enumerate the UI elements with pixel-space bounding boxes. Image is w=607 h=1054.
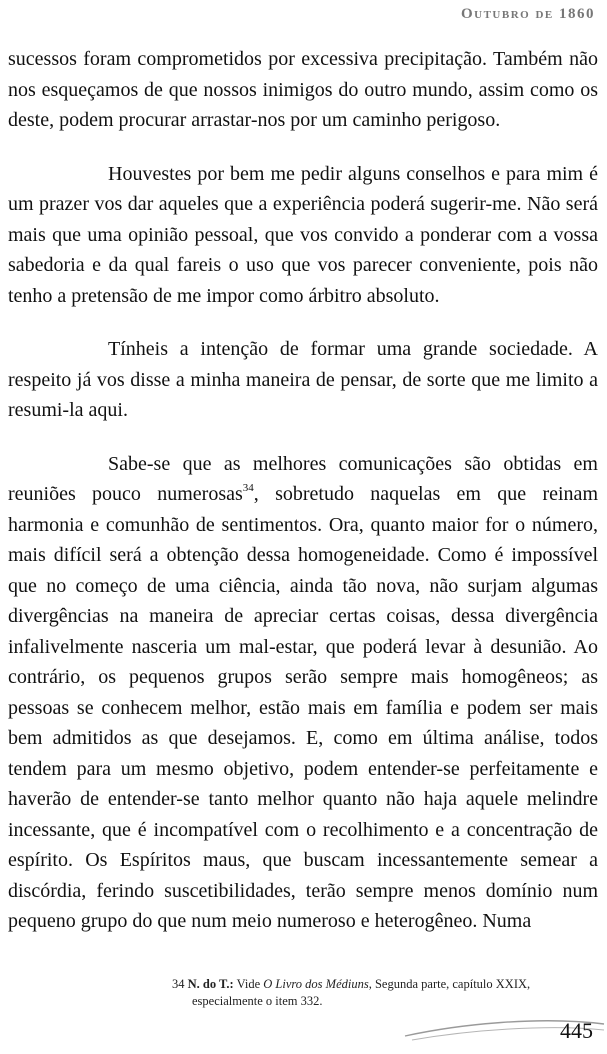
paragraph-advice: Houvestes por bem me pedir alguns conselhos e para mim é um prazer vos dar aqueles que a experiência poderá sugerir-me. Não será mais que uma opinião pessoal, que vos convido a ponderar com a vossa sabedoria e da qual fareis o uso que vos parecer conveniente, pois não tenho a pretensão de me impor como árbitro absoluto.: [8, 162, 598, 307]
footnote-text-after: , Segunda parte, capítulo XXIX,: [368, 977, 531, 991]
paragraph-continuation: sucessos foram comprometidos por excessiva precipitação. Também não nos esqueçamos de que nossos inimigos do outro mundo, assim como os deste, podem procurar arrastar-nos por um caminho perigoso.: [8, 48, 598, 131]
paragraph-communications: [8, 449, 598, 937]
paragraph-text-end: , sobretudo naquelas em que reinam harmonia e comunhão de sentimentos. Ora, quanto maior for o número, mais difícil será a obtenção dessa homogeneidade. Como é impossível que no começo de uma ciência, ainda tão nova, não surjam algumas divergências na maneira de apreciar certas coisas, dessa divergência infalivelmente nasceria um mal-estar, que poderá levar à desunião. Ao contrário, os pequenos grupos serão sempre mais homogêneos; as pessoas se conhecem melhor, estão mais em família e podem ser mais bem admitidos as que desejamos. E, como em última análise, todos tendem para um mesmo objetivo, podem entender-se perfeitamente e haverão de entender-se tanto melhor quanto não haja aquele melindre incessante, que é incompatível com o recolhimento e a concentração de espírito. Os Espíritos maus, que buscam incessantemente semear a discórdia, ferindo suscetibilidades, terão sempre menos domínio num pequeno grupo do que num meio numeroso e heterogêneo. Numa: [8, 483, 598, 932]
body-text: [8, 44, 598, 960]
footnote-number: 34: [172, 977, 185, 991]
page-number: 445: [560, 1018, 593, 1043]
footnote-label: N. do T.:: [187, 977, 234, 991]
footnote-line: [172, 976, 600, 993]
running-header: Outubro de 1860: [460, 6, 595, 22]
footnote-continuation: especialmente o item 332.: [192, 994, 323, 1008]
footnote-reference[interactable]: 34: [242, 482, 254, 494]
paragraph-society: Tínheis a intenção de formar uma grande sociedade. A respeito já vos disse a minha maneira de pensar, de sorte que me limito a resumi-la aqui.: [8, 338, 598, 421]
footnote-text: Vide: [233, 977, 264, 991]
footnote-book-title: O Livro dos Médiuns: [263, 977, 369, 991]
paragraph-text-start: Sabe-se que as melhores comunicações são obtidas em reuniões pouco numerosas: [8, 452, 598, 505]
